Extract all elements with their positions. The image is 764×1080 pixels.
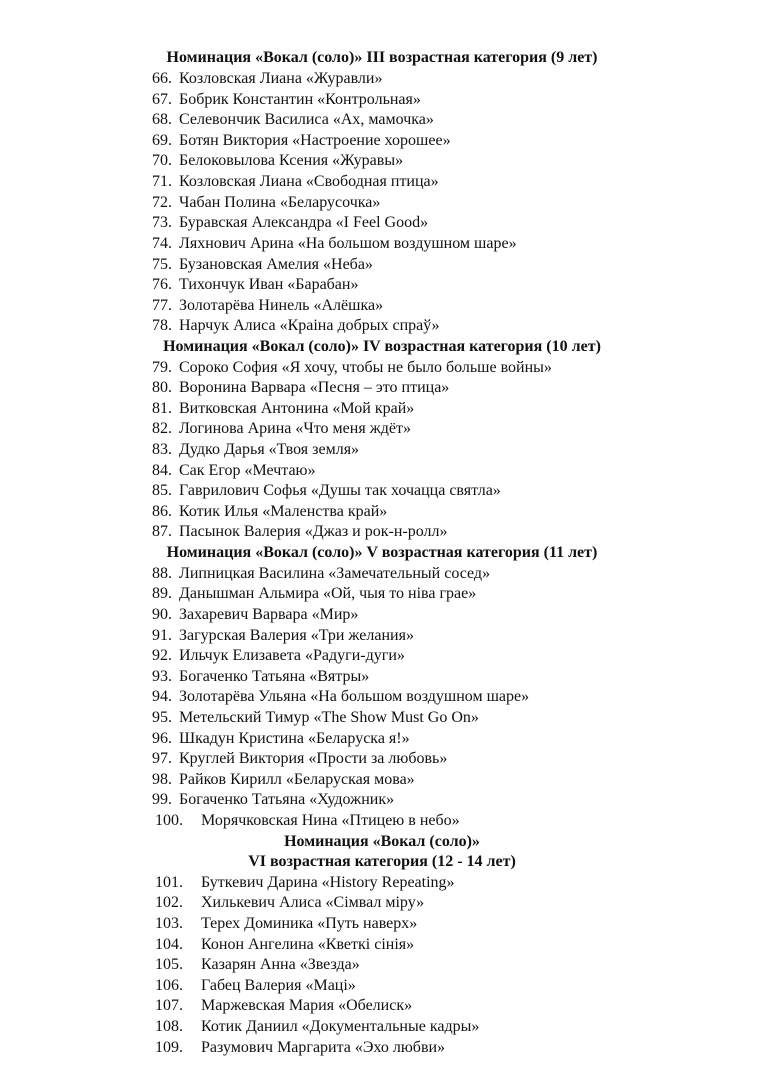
item-text: Райков Кирилл «Беларуская мова» [179, 771, 415, 788]
list-item [0, 440, 764, 461]
list-item [0, 193, 764, 214]
list-item [0, 626, 764, 647]
list-item [0, 358, 764, 379]
item-number: 105. [155, 956, 183, 973]
item-text: Шкадун Кристина «Беларуска я!» [179, 730, 410, 747]
item-number: 102. [155, 894, 183, 911]
item-text: Конон Ангелина «Кветкі сінія» [201, 936, 415, 953]
item-text: Хилькевич Алиса «Сімвал міру» [201, 894, 425, 911]
item-number: 103. [155, 915, 183, 932]
list-item [0, 1038, 764, 1059]
item-text: Воронина Варвара «Песня – это птица» [179, 379, 450, 396]
item-text: Логинова Арина «Что меня ждёт» [179, 420, 411, 437]
list-item [0, 584, 764, 605]
item-text: Богаченко Татьяна «Вятры» [179, 668, 370, 685]
list-item [0, 502, 764, 523]
item-number: 90. [152, 606, 172, 623]
item-text: Буравская Александра «I Feel Good» [179, 214, 429, 231]
item-text: Пасынок Валерия «Джаз и рок-н-ролл» [179, 523, 448, 540]
list-item [0, 461, 764, 482]
item-text: Тихончук Иван «Барабан» [179, 276, 359, 293]
item-number: 74. [152, 235, 172, 252]
item-number: 88. [152, 565, 172, 582]
item-number: 71. [152, 173, 172, 190]
item-text: Богаченко Татьяна «Художник» [179, 791, 395, 808]
item-number: 89. [152, 585, 172, 602]
item-number: 99. [152, 791, 172, 808]
list-item [0, 564, 764, 585]
list-item [0, 69, 764, 90]
list-item [0, 770, 764, 791]
item-number: 68. [152, 111, 172, 128]
list-item [0, 90, 764, 111]
item-number: 93. [152, 668, 172, 685]
item-number: 83. [152, 441, 172, 458]
list-item [0, 151, 764, 172]
item-text: Белоковылова Ксения «Журавы» [179, 152, 404, 169]
item-text: Разумович Маргарита «Эхо любви» [201, 1039, 446, 1056]
list-item [0, 481, 764, 502]
item-text: Котик Даниил «Документальные кадры» [201, 1018, 480, 1035]
item-text: Габец Валерия «Маці» [201, 977, 356, 994]
item-number: 66. [152, 70, 172, 87]
item-text: Гаврилович Софья «Душы так хочацца святла» [179, 482, 501, 499]
item-text: Нарчук Алиса «Краіна добрых спраў» [179, 317, 440, 334]
item-text: Метельский Тимур «The Show Must Go On» [179, 709, 479, 726]
list-item [0, 646, 764, 667]
list-item [0, 316, 764, 337]
item-text: Захаревич Варвара «Мир» [179, 606, 359, 623]
item-number: 80. [152, 379, 172, 396]
list-item [0, 976, 764, 997]
list-item [0, 790, 764, 811]
item-number: 95. [152, 709, 172, 726]
item-number: 79. [152, 359, 172, 376]
item-text: Казарян Анна «Звезда» [201, 956, 360, 973]
category-heading: Номинация «Вокал (соло)» III возрастная категория (9 лет) [166, 49, 598, 66]
list-item [0, 131, 764, 152]
item-number: 91. [152, 627, 172, 644]
list-item [0, 955, 764, 976]
item-text: Золотарёва Нинель «Алёшка» [179, 297, 384, 314]
item-number: 96. [152, 730, 172, 747]
item-text: Липницкая Василина «Замечательный сосед» [179, 565, 491, 582]
list-item [0, 213, 764, 234]
item-number: 97. [152, 750, 172, 767]
item-number: 81. [152, 400, 172, 417]
list-item [0, 914, 764, 935]
item-number: 101. [155, 874, 183, 891]
list-item [0, 708, 764, 729]
item-number: 109. [155, 1039, 183, 1056]
list-item [0, 419, 764, 440]
list-item [0, 399, 764, 420]
item-text: Чабан Полина «Беларусочка» [179, 194, 381, 211]
item-number: 82. [152, 420, 172, 437]
item-number: 78. [152, 317, 172, 334]
item-text: Витковская Антонина «Мой край» [179, 400, 415, 417]
item-text: Круглей Виктория «Прости за любовь» [179, 750, 448, 767]
list-item [0, 811, 764, 832]
item-number: 72. [152, 194, 172, 211]
item-number: 106. [155, 977, 183, 994]
item-number: 67. [152, 91, 172, 108]
list-item [0, 110, 764, 131]
category-heading: Номинация «Вокал (соло)» IV возрастная категория (10 лет) [163, 338, 601, 355]
list-item [0, 234, 764, 255]
item-number: 76. [152, 276, 172, 293]
list-item [0, 378, 764, 399]
list-item [0, 605, 764, 626]
item-number: 108. [155, 1018, 183, 1035]
item-text: Морячковская Нина «Птицею в небо» [201, 812, 460, 829]
item-text: Козловская Лиана «Журавли» [179, 70, 383, 87]
item-text: Буткевич Дарина «History Repeating» [201, 874, 455, 891]
list-item [0, 275, 764, 296]
item-text: Сороко София «Я хочу, чтобы не было больше войны» [179, 359, 552, 376]
item-number: 75. [152, 256, 172, 273]
item-number: 100. [155, 812, 183, 829]
item-text: Золотарёва Ульяна «На большом воздушном шаре» [179, 688, 530, 705]
item-text: Козловская Лиана «Свободная птица» [179, 173, 439, 190]
list-item [0, 996, 764, 1017]
item-text: Терех Доминика «Путь наверх» [201, 915, 418, 932]
item-number: 85. [152, 482, 172, 499]
item-number: 94. [152, 688, 172, 705]
item-text: Селевончик Василиса «Ах, мамочка» [179, 111, 434, 128]
item-number: 69. [152, 132, 172, 149]
item-text: Ляхнович Арина «На большом воздушном шаре» [179, 235, 517, 252]
list-item [0, 873, 764, 894]
list-item [0, 296, 764, 317]
item-text: Загурская Валерия «Три желания» [179, 627, 414, 644]
list-item [0, 667, 764, 688]
list-item [0, 893, 764, 914]
item-number: 107. [155, 997, 183, 1014]
item-number: 86. [152, 503, 172, 520]
item-text: Маржевская Мария «Обелиск» [201, 997, 413, 1014]
item-text: Бузановская Амелия «Неба» [179, 256, 373, 273]
list-item [0, 255, 764, 276]
item-text: Ильчук Елизавета «Радуги-дуги» [179, 647, 405, 664]
list-item [0, 1017, 764, 1038]
item-number: 87. [152, 523, 172, 540]
list-item [0, 687, 764, 708]
item-number: 84. [152, 462, 172, 479]
list-item [0, 935, 764, 956]
item-text: Сак Егор «Мечтаю» [179, 462, 316, 479]
category-heading: Номинация «Вокал (соло)» V возрастная категория (11 лет) [166, 544, 598, 561]
item-text: Бобрик Константин «Контрольная» [179, 91, 421, 108]
item-number: 92. [152, 647, 172, 664]
category-heading: Номинация «Вокал (соло)» [284, 833, 480, 850]
list-item [0, 172, 764, 193]
item-text: Котик Илья «Маленства край» [179, 503, 388, 520]
item-number: 77. [152, 297, 172, 314]
item-text: Данышман Альмира «Ой, чыя то ніва грае» [179, 585, 477, 602]
category-heading: VI возрастная категория (12 - 14 лет) [248, 853, 516, 870]
list-item [0, 522, 764, 543]
item-number: 73. [152, 214, 172, 231]
list-item [0, 749, 764, 770]
list-item [0, 729, 764, 750]
item-text: Дудко Дарья «Твоя земля» [179, 441, 360, 458]
item-number: 98. [152, 771, 172, 788]
item-text: Ботян Виктория «Настроение хорошее» [179, 132, 451, 149]
item-number: 104. [155, 936, 183, 953]
item-number: 70. [152, 152, 172, 169]
